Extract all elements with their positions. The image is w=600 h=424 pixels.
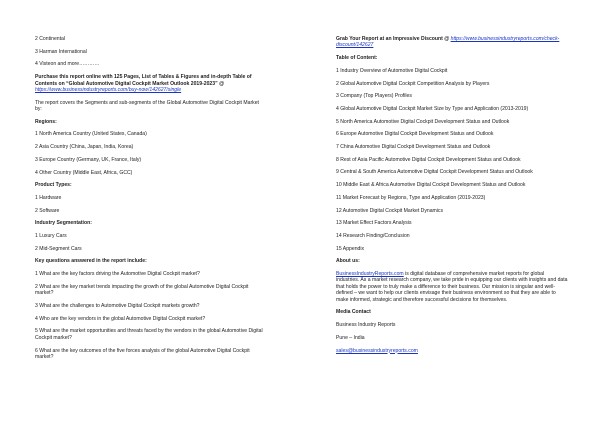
purchase-paragraph <box>35 74 267 93</box>
left-column <box>35 36 267 367</box>
regions-heading: Regions: <box>35 118 57 125</box>
about-heading: About us: <box>336 258 360 265</box>
toc-item: 14 Research Finding/Conclusion <box>336 232 410 239</box>
email-link[interactable]: sales@businessindustryreports.com <box>336 347 418 354</box>
right-column <box>336 36 568 360</box>
player-item: 2 Continental <box>35 36 66 42</box>
player-item: 4 Visteon and more………… <box>35 61 100 68</box>
toc-item: 1 Industry Overview of Automotive Digital Cockpit <box>336 67 448 74</box>
product-item: 1 Hardware <box>35 194 62 201</box>
email-paragraph <box>336 348 568 354</box>
industry-segmentation-heading: Industry Segmentation: <box>35 220 92 227</box>
toc-item: 12 Automotive Digital Cockpit Market Dynamics <box>336 207 444 214</box>
question-item: 6 What are the key outcomes of the five forces analysis of the global Automotive Digital Cockpit market? <box>35 347 250 360</box>
purchase-link[interactable]: https://www.businessindustryreports.com/buy-now/142627/single <box>35 86 182 93</box>
question-item: 3 What are the challenges to Automotive Digital Cockpit markets growth? <box>35 302 200 309</box>
purchase-text: Purchase this report online with 125 Pages, List of Tables & Figures and in-depth Table of Contents on “Global Automotive Digital Cockpit Market Outlook 2019-2023” @ <box>35 74 252 87</box>
toc-item: 11 Market Forecast by Regions, Type and Application (2019-2023) <box>336 194 486 201</box>
media-contact-heading: Media Contact <box>336 309 371 316</box>
region-item: 1 North America Country (United States, Canada) <box>35 131 147 138</box>
about-text: is digital database of comprehensive market reports for global industries. As a market research company, we take pride in equipping our clients with insights and data that holds the power to truly make a difference to their business. Our mission is singular and well-defined – we want to help our clients envisage their business environment so that they are able to make informed, strategic and therefore successful decisions for themselves. <box>336 271 568 303</box>
segments-text: The report covers the Segments and sub-segments of the Global Automotive Digital Cockpit Market by: <box>35 99 259 113</box>
toc-item: 5 North America Automotive Digital Cockpit Development Status and Outlook <box>336 118 510 125</box>
region-item: 4 Other Country (Middle East, Africa, GCC) <box>35 169 133 176</box>
product-item: 2 Software <box>35 207 60 214</box>
about-site-link[interactable]: BusinessIndustryReports.com <box>336 271 404 278</box>
question-item: 1 What are the key factors driving the Automotive Digital Cockpit market? <box>35 271 200 278</box>
toc-item: 2 Global Automotive Digital Cockpit Competition Analysis by Players <box>336 80 490 87</box>
player-item: 3 Harman International <box>35 48 87 55</box>
question-item: 4 Who are the key vendors in the global Automotive Digital Cockpit market? <box>35 315 206 322</box>
question-item: 2 What are the key market trends impacting the growth of the global Automotive Digital Cockpit market? <box>35 283 249 297</box>
toc-item: 7 China Automotive Digital Cockpit Development Status and Outlook <box>336 144 491 151</box>
toc-item: 9 Central & South America Automotive Digital Cockpit Development Status and Outlook <box>336 169 533 176</box>
region-item: 2 Asia Country (China, Japan, India, Korea) <box>35 144 134 151</box>
toc-item: 15 Appendix <box>336 245 365 252</box>
toc-item: 8 Rest of Asia Pacific Automotive Digital Cockpit Development Status and Outlook <box>336 156 521 163</box>
question-item: 5 What are the market opportunities and threats faced by the vendors in the global Automotive Digital Cockpit market? <box>35 328 263 341</box>
media-contact-line: Pune – India <box>336 334 365 341</box>
discount-text: Grab Your Report at an Impressive Discount @ <box>336 36 450 42</box>
toc-item: 10 Middle East & Africa Automotive Digital Cockpit Development Status and Outlook <box>336 182 526 189</box>
toc-item: 13 Market Effect Factors Analysis <box>336 220 412 227</box>
media-contact-line: Business Industry Reports <box>336 322 396 329</box>
about-paragraph <box>336 271 568 303</box>
toc-item: 6 Europe Automotive Digital Cockpit Development Status and Outlook <box>336 131 494 138</box>
region-item: 3 Europe Country (Germany, UK, France, Italy) <box>35 156 142 163</box>
discount-paragraph <box>336 36 568 49</box>
toc-item: 3 Company (Top Players) Profiles <box>336 93 412 100</box>
toc-heading: Table of Content: <box>336 55 378 62</box>
product-types-heading: Product Types: <box>35 182 72 189</box>
industry-item: 2 Mid-Segment Cars <box>35 245 82 252</box>
industry-item: 1 Luxury Cars <box>35 233 67 240</box>
discount-link[interactable]: https://www.businessindustryreports.com/check-discount/142627 <box>336 36 560 49</box>
toc-item: 4 Global Automotive Digital Cockpit Market Size by Type and Application (2013-2019) <box>336 105 529 112</box>
questions-heading: Key questions answered in the report include: <box>35 258 147 265</box>
